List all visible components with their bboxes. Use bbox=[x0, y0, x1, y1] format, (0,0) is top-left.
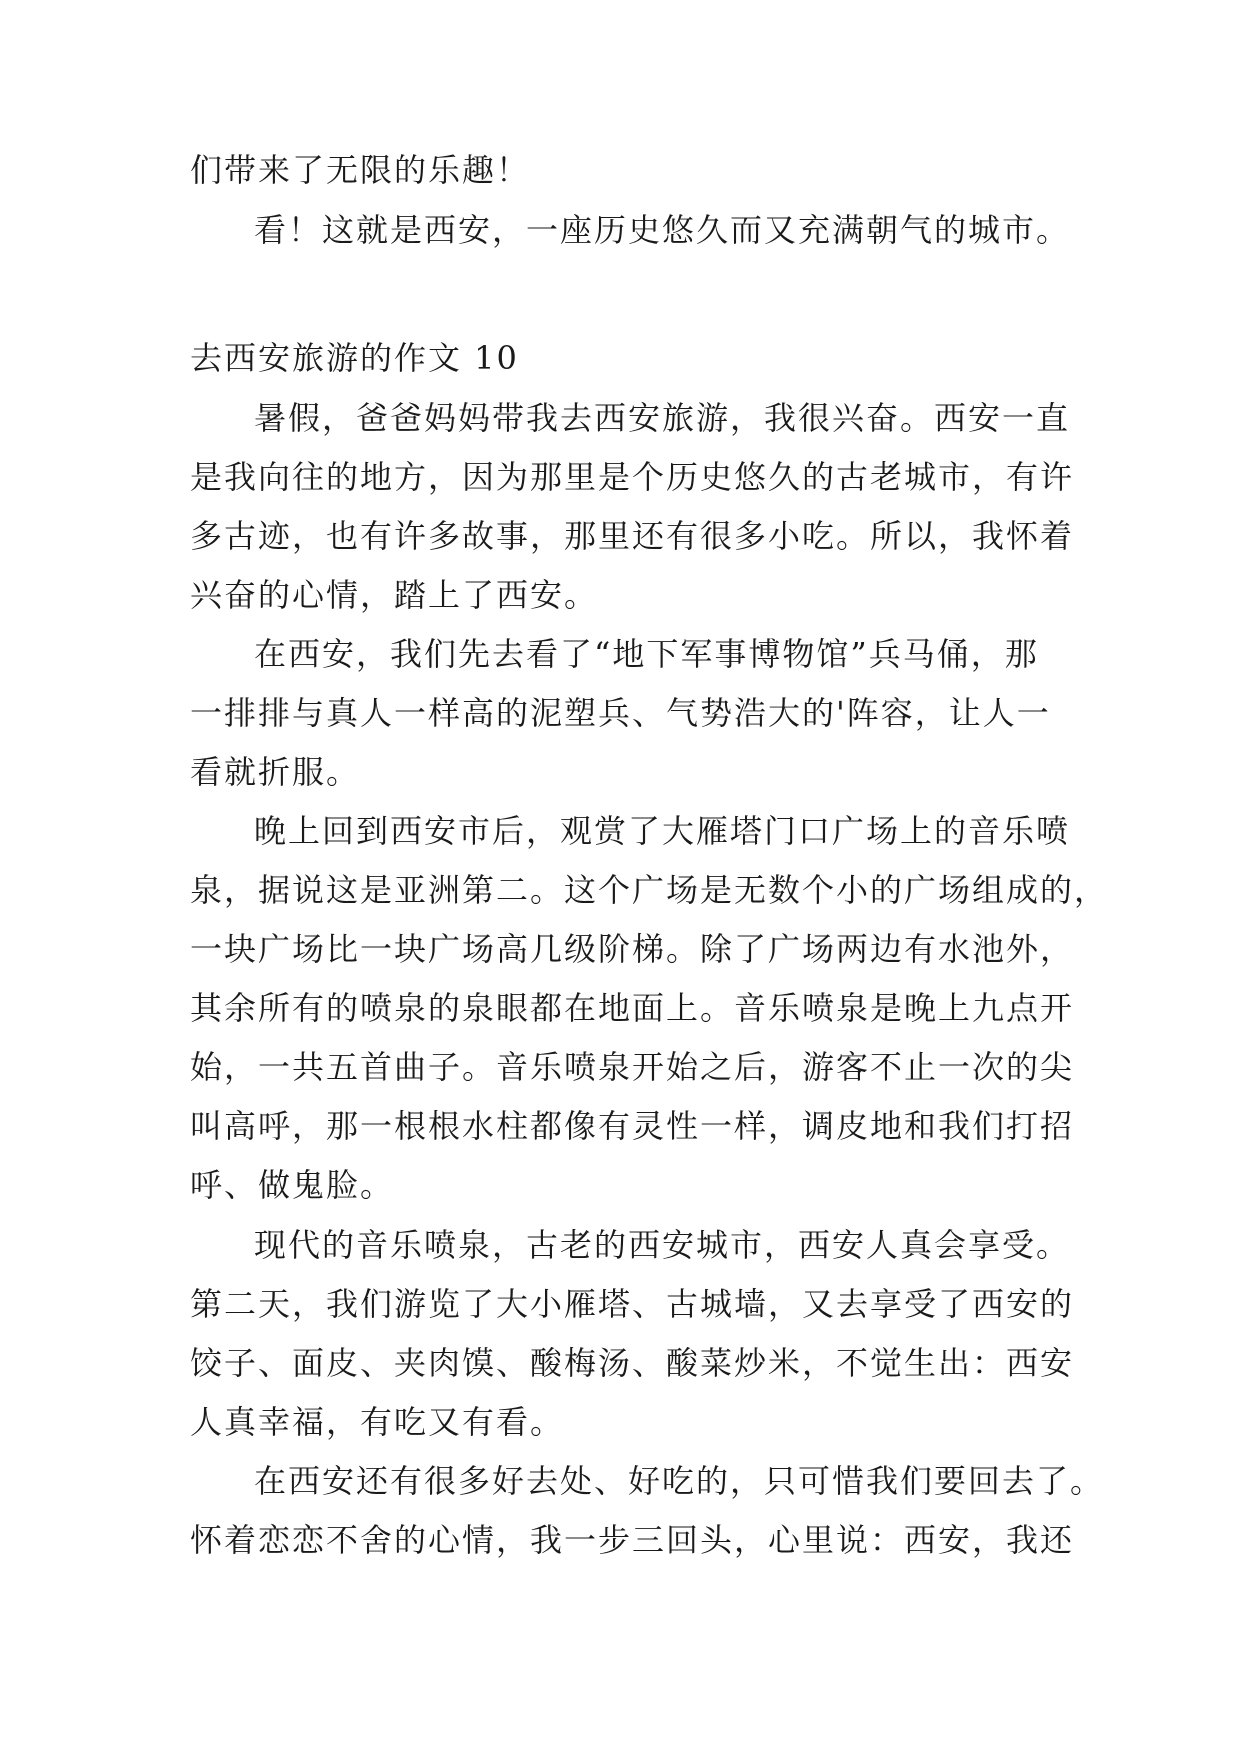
text-line-15: 始，一共五首曲子。音乐喷泉开始之后，游客不止一次的尖 bbox=[190, 1048, 1075, 1086]
text-line-8: 在西安，我们先去看了“地下军事博物馆”兵马俑，那 bbox=[254, 635, 1039, 673]
text-line-20: 饺子、面皮、夹肉馍、酸梅汤、酸菜炒米，不觉生出：西安 bbox=[190, 1344, 1075, 1382]
text-line-21: 人真幸福，有吃又有看。 bbox=[190, 1403, 565, 1441]
text-line-23: 怀着恋恋不舍的心情，我一步三回头，心里说：西安，我还 bbox=[190, 1521, 1075, 1559]
text-line-17: 呼、做鬼脸。 bbox=[190, 1166, 395, 1204]
text-line-13: 一块广场比一块广场高几级阶梯。除了广场两边有水池外， bbox=[190, 930, 1075, 968]
section-title: 去西安旅游的作文 10 bbox=[190, 339, 519, 377]
text-line-4: 暑假，爸爸妈妈带我去西安旅游，我很兴奋。西安一直 bbox=[254, 399, 1071, 437]
text-line-1: 们带来了无限的乐趣！ bbox=[190, 151, 531, 189]
text-line-14: 其余所有的喷泉的泉眼都在地面上。音乐喷泉是晚上九点开 bbox=[190, 989, 1075, 1027]
text-line-12: 泉，据说这是亚洲第二。这个广场是无数个小的广场组成的， bbox=[190, 871, 1109, 909]
text-line-6: 多古迹，也有许多故事，那里还有很多小吃。所以，我怀着 bbox=[190, 517, 1075, 555]
text-line-9: 一排排与真人一样高的泥塑兵、气势浩大的'阵容，让人一 bbox=[190, 694, 1051, 732]
text-line-10: 看就折服。 bbox=[190, 753, 361, 791]
text-line-19: 第二天，我们游览了大小雁塔、古城墙，又去享受了西安的 bbox=[190, 1285, 1075, 1323]
text-line-22: 在西安还有很多好去处、好吃的，只可惜我们要回去了。 bbox=[254, 1462, 1105, 1500]
text-line-2: 看！这就是西安，一座历史悠久而又充满朝气的城市。 bbox=[254, 211, 1071, 249]
text-line-5: 是我向往的地方，因为那里是个历史悠久的古老城市，有许 bbox=[190, 458, 1075, 496]
text-line-16: 叫高呼，那一根根水柱都像有灵性一样，调皮地和我们打招 bbox=[190, 1107, 1075, 1145]
text-line-11: 晚上回到西安市后，观赏了大雁塔门口广场上的音乐喷 bbox=[254, 812, 1071, 850]
text-line-18: 现代的音乐喷泉，古老的西安城市，西安人真会享受。 bbox=[254, 1226, 1071, 1264]
text-line-7: 兴奋的心情，踏上了西安。 bbox=[190, 576, 599, 614]
